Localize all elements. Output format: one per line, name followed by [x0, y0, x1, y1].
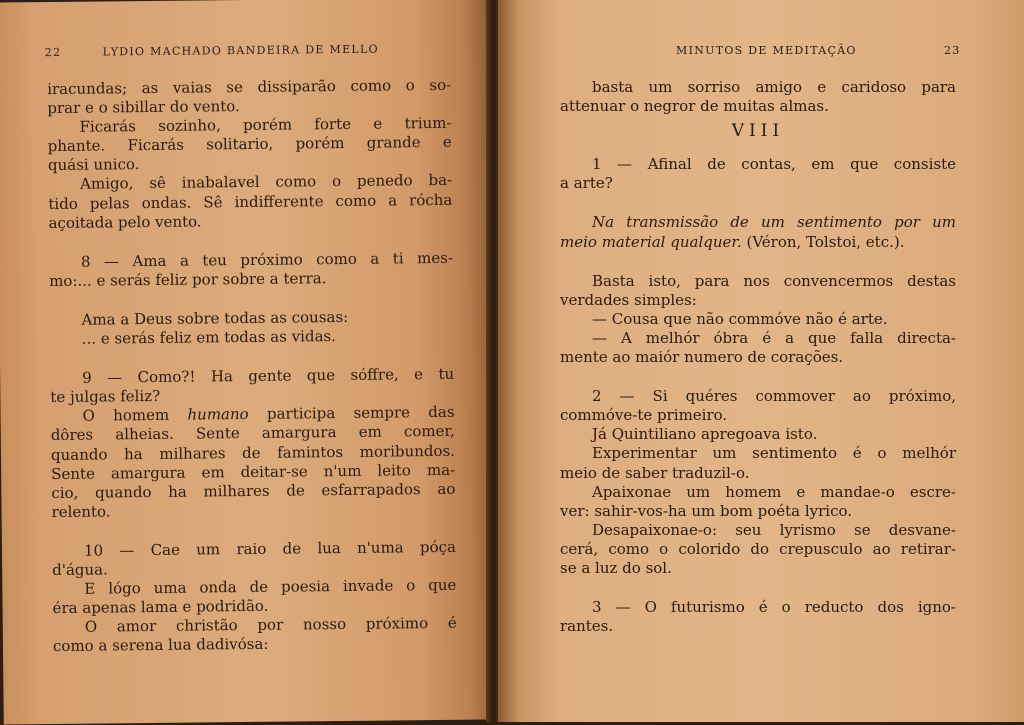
italic-word: humano — [187, 405, 249, 424]
text-line: quási unico. — [47, 155, 140, 175]
text-line: meio de saber traduzil-o. — [560, 463, 750, 482]
text-line: dôres alheias. Sente amargura em comer, — [50, 422, 455, 445]
text-line: Desapaixonae-o: seu lyrismo se desvane- — [592, 520, 956, 539]
section-heading: VIII — [731, 121, 785, 142]
text-line: commóve-te primeiro. — [560, 406, 728, 425]
text-span: participa sempre das — [266, 403, 455, 424]
text-line — [560, 233, 956, 252]
text-line: Já Quintiliano apregoava isto. — [592, 425, 818, 444]
text-line: éra apenas lama e podridão. — [52, 596, 269, 618]
text-line: mo:... e serás feliz por sobre a terra. — [49, 268, 327, 290]
right-page-number: 23 — [944, 44, 961, 57]
text-line: Apaixonae um homem e mandae-o escre- — [592, 482, 956, 501]
text-line: — A melhór óbra é a que falla directa- — [592, 328, 956, 347]
text-line: Ama a Deus sobre todas as cousas: — [81, 307, 349, 329]
text-line: basta um sorriso amigo e caridoso para — [592, 78, 956, 96]
right-running-head: MINUTOS DE MEDITAÇÃO — [676, 44, 857, 57]
text-line: attenuar o negror de muitas almas. — [560, 97, 829, 116]
text-line: açoitada pelo vento. — [48, 212, 202, 232]
right-page — [498, 0, 1024, 722]
text-line: rantes. — [560, 617, 614, 636]
text-line: a arte? — [560, 174, 613, 193]
text-line: Sente amargura em deitar-se n'um leito ma- — [51, 460, 456, 483]
text-line: phante. Ficarás solitario, porém grande e — [47, 133, 452, 156]
text-line: quando ha milhares de famintos moribundos. — [50, 441, 456, 464]
text-span: (Véron, Tolstoi, etc.). — [746, 232, 905, 251]
text-line: Basta isto, para nos convencermos destas — [592, 271, 956, 290]
text-line: ... e serás feliz em todas as vidas. — [81, 327, 337, 348]
text-line: tido pelas ondas. Sê indifferente como a rócha — [48, 190, 453, 213]
text-line: — Cousa que não commóve não é arte. — [592, 309, 888, 328]
left-running-head: LYDIO MACHADO BANDEIRA DE MELLO — [102, 42, 379, 59]
text-line: Experimentar um sentimento é o melhór — [592, 444, 956, 463]
text-line: iracundas; as vaias se dissiparão como o so- — [47, 75, 452, 99]
text-line — [560, 213, 956, 232]
text-line: 2 — Si quéres commover ao próximo, — [592, 387, 956, 406]
text-line: O amor christão por nosso próximo é — [84, 614, 457, 636]
text-line: 8 — Ama a teu próximo como a ti mes- — [80, 248, 454, 271]
text-line: cio, quando ha milhares de esfarrapados ao — [51, 479, 456, 502]
text-line: relento. — [51, 502, 111, 521]
text-line: como a serena lua dadivósa: — [52, 635, 269, 656]
left-page-number: 22 — [44, 45, 62, 60]
left-page — [0, 0, 496, 725]
text-line: 10 — Cae um raio de lua n'uma póça — [83, 537, 457, 560]
text-line: prar e o sibillar do vento. — [47, 97, 240, 118]
text-line: Ficarás sozinho, porém forte e trium- — [79, 114, 452, 136]
italic-line: Na transmissão de um sentimento por um — [592, 213, 956, 232]
text-line: E lógo uma onda de poesia invade o que — [84, 575, 457, 598]
text-line: se a luz do sol. — [560, 558, 672, 577]
text-line: ver: sahir-vos-ha um bom poéta lyrico. — [560, 501, 853, 520]
text-line: 1 — Afinal de contas, em que consiste — [592, 155, 956, 174]
text-line: verdades simples: — [560, 290, 697, 309]
right-body-text — [560, 78, 956, 636]
italic-line: meio material qualquer. — [560, 232, 742, 251]
text-line: d'água. — [52, 560, 108, 580]
text-line: 3 — O futurismo é o reducto dos igno- — [592, 598, 956, 617]
text-line: 9 — Como?! Ha gente que sóffre, e tu — [82, 364, 455, 387]
text-line: te julgas feliz? — [50, 387, 161, 407]
text-line: mente ao maiór numero de corações. — [560, 348, 844, 367]
text-line: Amigo, sê inabalavel como o penedo ba- — [80, 171, 453, 194]
text-line: cerá, como o colorido do crepusculo ao retirar- — [560, 539, 956, 558]
left-body-text — [47, 76, 457, 657]
text-span: O homem — [82, 406, 170, 426]
